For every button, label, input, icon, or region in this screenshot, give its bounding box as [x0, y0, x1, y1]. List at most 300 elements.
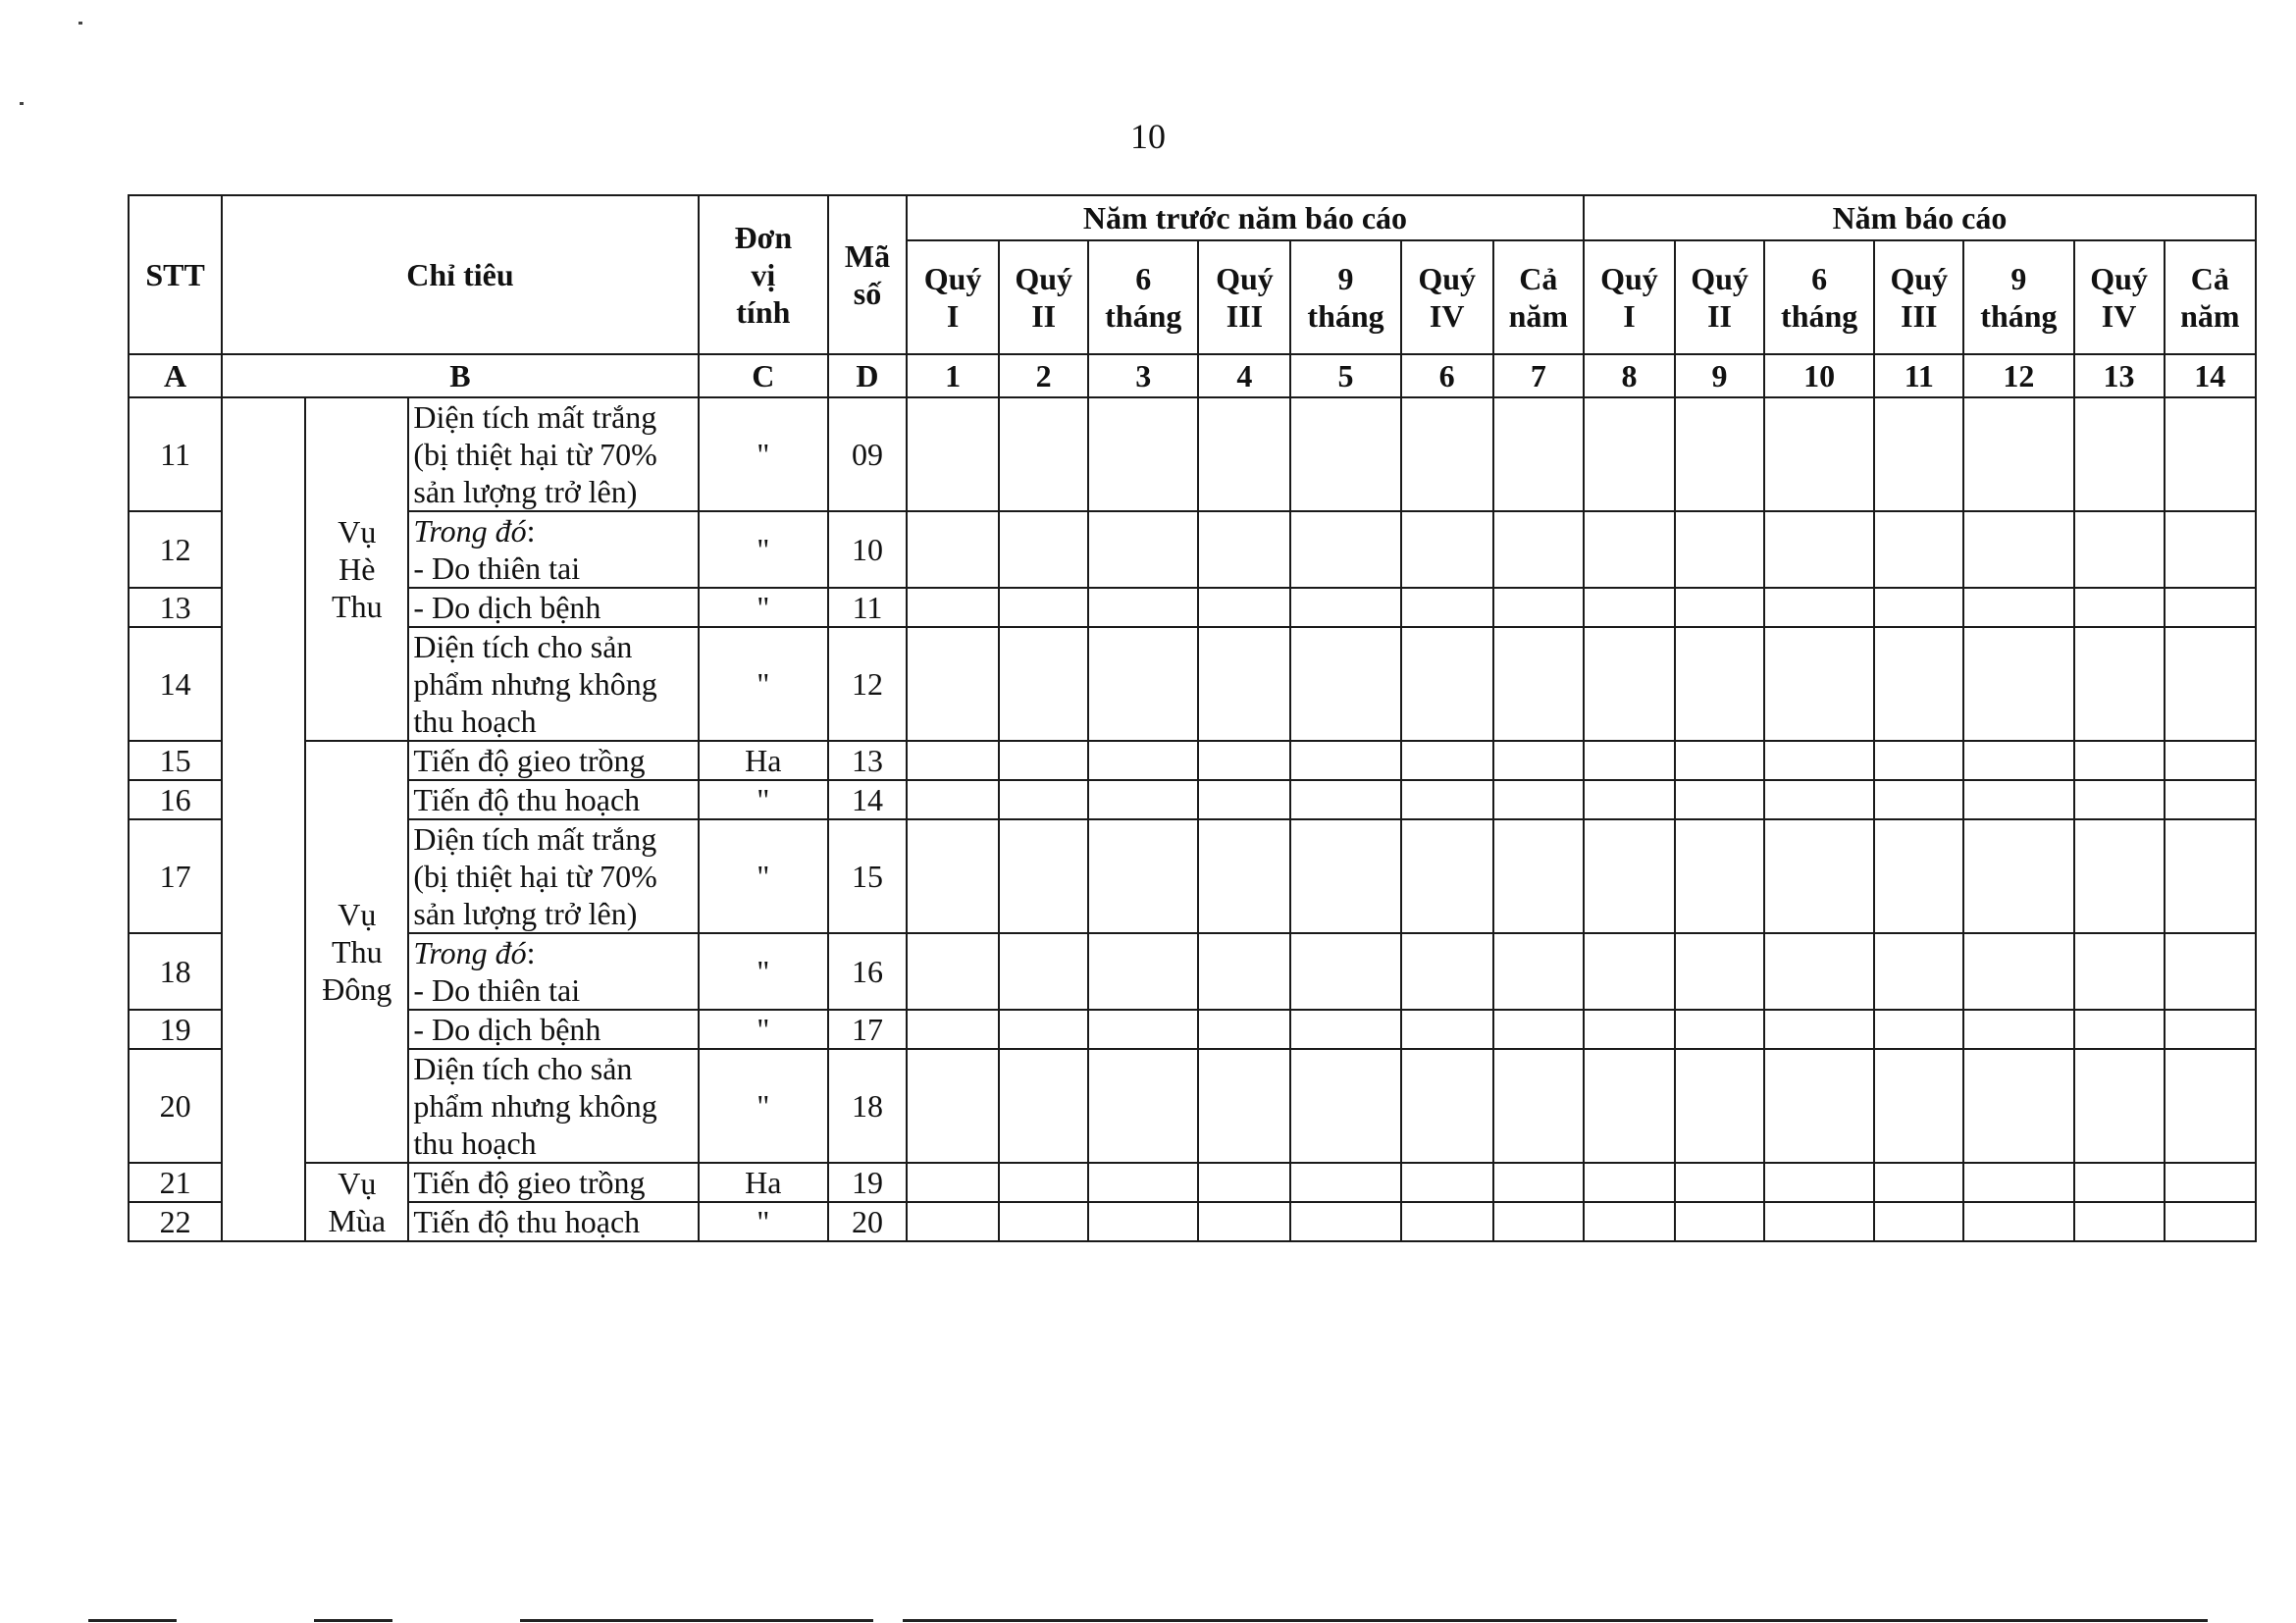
header-line: Quý: [923, 261, 982, 296]
header-line: Đơn: [734, 220, 793, 255]
value-cell[interactable]: [1198, 627, 1290, 741]
value-cell[interactable]: [1874, 397, 1963, 511]
value-cell[interactable]: [1764, 1049, 1874, 1163]
value-cell[interactable]: [1290, 780, 1400, 819]
row-unit: ": [699, 1049, 828, 1163]
value-cell[interactable]: [2074, 588, 2165, 627]
row-code: 18: [828, 1049, 907, 1163]
table-row: [129, 1049, 2256, 1163]
header-letter-a: A: [129, 354, 222, 397]
value-cell[interactable]: [1584, 1049, 1675, 1163]
row-unit: ": [699, 588, 828, 627]
header-period: [2165, 240, 2256, 354]
value-cell[interactable]: [1764, 741, 1874, 780]
header-column-number: 3: [1088, 354, 1198, 397]
value-cell[interactable]: [907, 819, 999, 933]
value-cell[interactable]: [2074, 933, 2165, 1010]
table-row: [129, 933, 2256, 1010]
value-cell[interactable]: [2165, 588, 2256, 627]
value-cell[interactable]: [2074, 627, 2165, 741]
scan-rule: [520, 1619, 873, 1622]
scan-dot: [20, 102, 24, 105]
value-cell[interactable]: [1493, 1202, 1584, 1241]
value-cell[interactable]: [907, 933, 999, 1010]
season-label: [305, 397, 408, 741]
value-cell[interactable]: [1088, 819, 1198, 933]
value-cell[interactable]: [2165, 1202, 2256, 1241]
value-cell[interactable]: [1675, 1202, 1764, 1241]
value-cell[interactable]: [1088, 588, 1198, 627]
value-cell[interactable]: [1584, 627, 1675, 741]
value-cell[interactable]: [1675, 397, 1764, 511]
season-line: Vụ: [338, 1166, 377, 1201]
row-code: 13: [828, 741, 907, 780]
value-cell[interactable]: [1764, 1202, 1874, 1241]
value-cell[interactable]: [1290, 933, 1400, 1010]
header-line: III: [1901, 298, 1938, 334]
season-line: Đông: [322, 971, 392, 1007]
value-cell[interactable]: [999, 819, 1088, 933]
value-cell[interactable]: [1675, 1010, 1764, 1049]
scan-rule: [314, 1619, 392, 1622]
value-cell[interactable]: [1290, 588, 1400, 627]
value-cell[interactable]: [1963, 1202, 2073, 1241]
indicator-line: - Do dịch bệnh: [413, 1012, 601, 1047]
value-cell[interactable]: [999, 1163, 1088, 1202]
value-cell[interactable]: [1764, 780, 1874, 819]
header-period: [1198, 240, 1290, 354]
value-cell[interactable]: [1764, 627, 1874, 741]
value-cell[interactable]: [1584, 1010, 1675, 1049]
header-line: Quý: [1691, 261, 1748, 296]
header-line: IV: [2101, 298, 2137, 334]
value-cell[interactable]: [2074, 1163, 2165, 1202]
header-line: Cả: [2190, 261, 2229, 296]
value-cell[interactable]: [1198, 588, 1290, 627]
row-indicator: [408, 511, 698, 588]
indicator-italic: Trong đó: [413, 513, 527, 549]
value-cell[interactable]: [1963, 1163, 2073, 1202]
row-stt: 13: [129, 588, 222, 627]
value-cell[interactable]: [999, 1010, 1088, 1049]
value-cell[interactable]: [1584, 1202, 1675, 1241]
season-label: [305, 1163, 408, 1241]
value-cell[interactable]: [1198, 397, 1290, 511]
header-line: Quý: [1418, 261, 1477, 296]
value-cell[interactable]: [1401, 588, 1493, 627]
value-cell[interactable]: [1290, 1010, 1400, 1049]
indicator-line: [413, 512, 693, 550]
value-cell[interactable]: [1493, 1010, 1584, 1049]
table-row: [129, 819, 2256, 933]
value-cell[interactable]: [1198, 741, 1290, 780]
header-line: tháng: [1105, 298, 1182, 334]
header-line: tính: [736, 294, 791, 330]
value-cell[interactable]: [1963, 588, 2073, 627]
value-cell[interactable]: [1290, 741, 1400, 780]
value-cell[interactable]: [1963, 511, 2073, 588]
value-cell[interactable]: [1584, 397, 1675, 511]
value-cell[interactable]: [1198, 933, 1290, 1010]
header-line: Quý: [1015, 261, 1073, 296]
row-stt: 12: [129, 511, 222, 588]
scan-dot: [78, 22, 82, 25]
row-indicator: [408, 397, 698, 511]
row-unit: ": [699, 933, 828, 1010]
value-cell[interactable]: [2074, 780, 2165, 819]
value-cell[interactable]: [999, 933, 1088, 1010]
value-cell[interactable]: [907, 1163, 999, 1202]
group-spacer-cell: [222, 397, 305, 1241]
page-number: 10: [1130, 117, 1166, 156]
value-cell[interactable]: [999, 511, 1088, 588]
value-cell[interactable]: [1290, 627, 1400, 741]
header-letter-c: C: [699, 354, 828, 397]
value-cell[interactable]: [1290, 1049, 1400, 1163]
indicator-line: Diện tích mất trắng: [413, 821, 657, 857]
value-cell[interactable]: [1198, 780, 1290, 819]
row-unit: Ha: [699, 1163, 828, 1202]
season-line: Thu: [332, 589, 383, 624]
value-cell[interactable]: [907, 1049, 999, 1163]
value-cell[interactable]: [1874, 627, 1963, 741]
row-unit: ": [699, 511, 828, 588]
value-cell[interactable]: [1675, 1049, 1764, 1163]
value-cell[interactable]: [1088, 627, 1198, 741]
row-indicator: [408, 819, 698, 933]
value-cell[interactable]: [1493, 511, 1584, 588]
value-cell[interactable]: [907, 780, 999, 819]
row-indicator: [408, 1202, 698, 1241]
indicator-line: (bị thiệt hại từ 70%: [413, 437, 657, 472]
value-cell[interactable]: [2165, 511, 2256, 588]
header-ma-so: [828, 195, 907, 354]
value-cell[interactable]: [1401, 511, 1493, 588]
value-cell[interactable]: [999, 588, 1088, 627]
value-cell[interactable]: [1493, 933, 1584, 1010]
value-cell[interactable]: [999, 1049, 1088, 1163]
season-line: Mùa: [328, 1203, 387, 1238]
value-cell[interactable]: [1401, 780, 1493, 819]
value-cell[interactable]: [1290, 511, 1400, 588]
value-cell[interactable]: [1874, 819, 1963, 933]
value-cell[interactable]: [1764, 397, 1874, 511]
row-stt: 11: [129, 397, 222, 511]
value-cell[interactable]: [1088, 511, 1198, 588]
header-don-vi-tinh: [699, 195, 828, 354]
indicator-line: thu hoạch: [413, 1126, 537, 1161]
value-cell[interactable]: [1764, 1163, 1874, 1202]
row-unit: ": [699, 1010, 828, 1049]
indicator-line: Diện tích mất trắng: [413, 399, 657, 435]
value-cell[interactable]: [1675, 933, 1764, 1010]
value-cell[interactable]: [1764, 819, 1874, 933]
value-cell[interactable]: [2165, 397, 2256, 511]
header-column-number: 12: [1963, 354, 2073, 397]
value-cell[interactable]: [2074, 819, 2165, 933]
value-cell[interactable]: [2165, 1049, 2256, 1163]
value-cell[interactable]: [1764, 588, 1874, 627]
value-cell[interactable]: [1401, 397, 1493, 511]
value-cell[interactable]: [907, 588, 999, 627]
header-period: [1584, 240, 1675, 354]
value-cell[interactable]: [1401, 1163, 1493, 1202]
value-cell[interactable]: [999, 627, 1088, 741]
indicator-line: Tiến độ thu hoạch: [413, 1204, 641, 1239]
value-cell[interactable]: [1088, 933, 1198, 1010]
value-cell[interactable]: [1874, 1049, 1963, 1163]
row-stt: 22: [129, 1202, 222, 1241]
value-cell[interactable]: [1874, 741, 1963, 780]
value-cell[interactable]: [1290, 1202, 1400, 1241]
value-cell[interactable]: [907, 511, 999, 588]
value-cell[interactable]: [1088, 1049, 1198, 1163]
value-cell[interactable]: [2165, 933, 2256, 1010]
value-cell[interactable]: [1874, 1202, 1963, 1241]
value-cell[interactable]: [1088, 780, 1198, 819]
value-cell[interactable]: [1874, 1010, 1963, 1049]
value-cell[interactable]: [2074, 1010, 2165, 1049]
value-cell[interactable]: [1198, 511, 1290, 588]
indicator-line: sản lượng trở lên): [413, 896, 638, 931]
row-stt: 19: [129, 1010, 222, 1049]
row-code: 14: [828, 780, 907, 819]
value-cell[interactable]: [2165, 627, 2256, 741]
header-stt: STT: [129, 195, 222, 354]
header-line: 6: [1135, 261, 1152, 296]
value-cell[interactable]: [1584, 933, 1675, 1010]
value-cell[interactable]: [1675, 780, 1764, 819]
value-cell[interactable]: [2165, 819, 2256, 933]
header-line: II: [1031, 298, 1057, 334]
header-line: IV: [1429, 298, 1465, 334]
header-period: [1764, 240, 1874, 354]
indicator-italic: Trong đó: [413, 935, 527, 970]
value-cell[interactable]: [2074, 1049, 2165, 1163]
indicator-line: - Do thiên tai: [413, 550, 581, 586]
value-cell[interactable]: [1874, 588, 1963, 627]
header-period: [1874, 240, 1963, 354]
table-row: [129, 780, 2256, 819]
value-cell[interactable]: [1584, 1163, 1675, 1202]
value-cell[interactable]: [2074, 741, 2165, 780]
value-cell[interactable]: [1675, 819, 1764, 933]
value-cell[interactable]: [1088, 397, 1198, 511]
value-cell[interactable]: [1963, 1010, 2073, 1049]
value-cell[interactable]: [1764, 511, 1874, 588]
header-line: số: [853, 276, 882, 311]
value-cell[interactable]: [1963, 1049, 2073, 1163]
value-cell[interactable]: [1493, 819, 1584, 933]
header-line: tháng: [1980, 298, 2058, 334]
value-cell[interactable]: [1675, 627, 1764, 741]
value-cell[interactable]: [1584, 511, 1675, 588]
header-line: năm: [1508, 298, 1569, 334]
value-cell[interactable]: [1198, 1202, 1290, 1241]
value-cell[interactable]: [1198, 819, 1290, 933]
value-cell[interactable]: [1493, 588, 1584, 627]
header-column-number: 10: [1764, 354, 1874, 397]
row-code: 20: [828, 1202, 907, 1241]
header-column-number: 4: [1198, 354, 1290, 397]
value-cell[interactable]: [1401, 741, 1493, 780]
value-cell[interactable]: [1198, 1163, 1290, 1202]
header-line: I: [946, 298, 960, 334]
season-line: Vụ: [338, 897, 377, 932]
value-cell[interactable]: [1584, 741, 1675, 780]
value-cell[interactable]: [1401, 933, 1493, 1010]
header-line: 6: [1811, 261, 1828, 296]
value-cell[interactable]: [1401, 1010, 1493, 1049]
header-group-previous-year: Năm trước năm báo cáo: [907, 195, 1584, 240]
indicator-line: Diện tích cho sản: [413, 1051, 633, 1086]
value-cell[interactable]: [2165, 780, 2256, 819]
row-unit: ": [699, 780, 828, 819]
value-cell[interactable]: [1764, 933, 1874, 1010]
value-cell[interactable]: [1963, 397, 2073, 511]
table-row: [129, 397, 2256, 511]
row-indicator: [408, 1049, 698, 1163]
value-cell[interactable]: [1584, 780, 1675, 819]
value-cell[interactable]: [907, 397, 999, 511]
season-line: Vụ: [338, 514, 377, 550]
table-row: [129, 1202, 2256, 1241]
value-cell[interactable]: [1493, 627, 1584, 741]
row-unit: Ha: [699, 741, 828, 780]
header-column-number: 14: [2165, 354, 2256, 397]
value-cell[interactable]: [1874, 511, 1963, 588]
row-unit: ": [699, 627, 828, 741]
header-column-number: 13: [2074, 354, 2165, 397]
row-indicator: [408, 741, 698, 780]
header-letter-d: D: [828, 354, 907, 397]
value-cell[interactable]: [1963, 741, 2073, 780]
value-cell[interactable]: [1088, 741, 1198, 780]
row-code: 10: [828, 511, 907, 588]
value-cell[interactable]: [1675, 588, 1764, 627]
header-period: [907, 240, 999, 354]
table-row: [129, 741, 2256, 780]
value-cell[interactable]: [907, 1202, 999, 1241]
row-code: 17: [828, 1010, 907, 1049]
value-cell[interactable]: [1584, 588, 1675, 627]
value-cell[interactable]: [1088, 1010, 1198, 1049]
value-cell[interactable]: [1874, 780, 1963, 819]
value-cell[interactable]: [1675, 741, 1764, 780]
row-indicator: [408, 588, 698, 627]
value-cell[interactable]: [999, 1202, 1088, 1241]
value-cell[interactable]: [1493, 780, 1584, 819]
header-period: [1290, 240, 1400, 354]
value-cell[interactable]: [2165, 1163, 2256, 1202]
value-cell[interactable]: [1401, 1202, 1493, 1241]
indicator-line: - Do thiên tai: [413, 972, 581, 1008]
value-cell[interactable]: [1675, 511, 1764, 588]
header-column-number: 8: [1584, 354, 1675, 397]
value-cell[interactable]: [1088, 1202, 1198, 1241]
value-cell[interactable]: [999, 397, 1088, 511]
row-code: 09: [828, 397, 907, 511]
table-row: [129, 511, 2256, 588]
value-cell[interactable]: [1963, 780, 2073, 819]
value-cell[interactable]: [1675, 1163, 1764, 1202]
value-cell[interactable]: [1088, 1163, 1198, 1202]
row-indicator: [408, 1010, 698, 1049]
indicator-line: [413, 934, 693, 971]
value-cell[interactable]: [1963, 819, 2073, 933]
table-row: [129, 1010, 2256, 1049]
value-cell[interactable]: [1963, 933, 2073, 1010]
value-cell[interactable]: [907, 1010, 999, 1049]
header-column-number: 1: [907, 354, 999, 397]
value-cell[interactable]: [2165, 741, 2256, 780]
row-indicator: [408, 627, 698, 741]
header-column-number: 6: [1401, 354, 1493, 397]
value-cell[interactable]: [1584, 819, 1675, 933]
value-cell[interactable]: [2074, 397, 2165, 511]
row-unit: ": [699, 819, 828, 933]
header-line: vị: [751, 257, 776, 292]
row-stt: 21: [129, 1163, 222, 1202]
row-unit: ": [699, 1202, 828, 1241]
value-cell[interactable]: [1198, 1049, 1290, 1163]
header-column-number: 5: [1290, 354, 1400, 397]
indicator-punct: :: [526, 513, 536, 549]
indicator-line: thu hoạch: [413, 704, 537, 739]
value-cell[interactable]: [1401, 819, 1493, 933]
value-cell[interactable]: [1493, 1163, 1584, 1202]
value-cell[interactable]: [1401, 627, 1493, 741]
value-cell[interactable]: [1874, 1163, 1963, 1202]
season-line: Hè: [339, 551, 376, 587]
row-code: 15: [828, 819, 907, 933]
value-cell[interactable]: [1874, 933, 1963, 1010]
value-cell[interactable]: [2165, 1010, 2256, 1049]
value-cell[interactable]: [1198, 1010, 1290, 1049]
value-cell[interactable]: [1401, 1049, 1493, 1163]
value-cell[interactable]: [1493, 397, 1584, 511]
value-cell[interactable]: [907, 741, 999, 780]
value-cell[interactable]: [1764, 1010, 1874, 1049]
value-cell[interactable]: [1290, 397, 1400, 511]
value-cell[interactable]: [907, 627, 999, 741]
value-cell[interactable]: [999, 741, 1088, 780]
value-cell[interactable]: [999, 780, 1088, 819]
row-stt: 20: [129, 1049, 222, 1163]
header-period: [999, 240, 1088, 354]
value-cell[interactable]: [1493, 741, 1584, 780]
row-stt: 14: [129, 627, 222, 741]
value-cell[interactable]: [1493, 1049, 1584, 1163]
value-cell[interactable]: [1963, 627, 2073, 741]
season-line: Thu: [332, 934, 383, 969]
value-cell[interactable]: [1290, 819, 1400, 933]
header-period: [1675, 240, 1764, 354]
header-line: Quý: [2090, 261, 2148, 296]
header-line: III: [1226, 298, 1264, 334]
header-line: I: [1623, 298, 1636, 334]
value-cell[interactable]: [2074, 511, 2165, 588]
row-stt: 18: [129, 933, 222, 1010]
header-group-report-year: Năm báo cáo: [1584, 195, 2256, 240]
header-line: tháng: [1307, 298, 1384, 334]
header-column-number: 9: [1675, 354, 1764, 397]
header-period: [1088, 240, 1198, 354]
header-chi-tieu: Chỉ tiêu: [222, 195, 699, 354]
value-cell[interactable]: [2074, 1202, 2165, 1241]
value-cell[interactable]: [1290, 1163, 1400, 1202]
row-indicator: [408, 1163, 698, 1202]
